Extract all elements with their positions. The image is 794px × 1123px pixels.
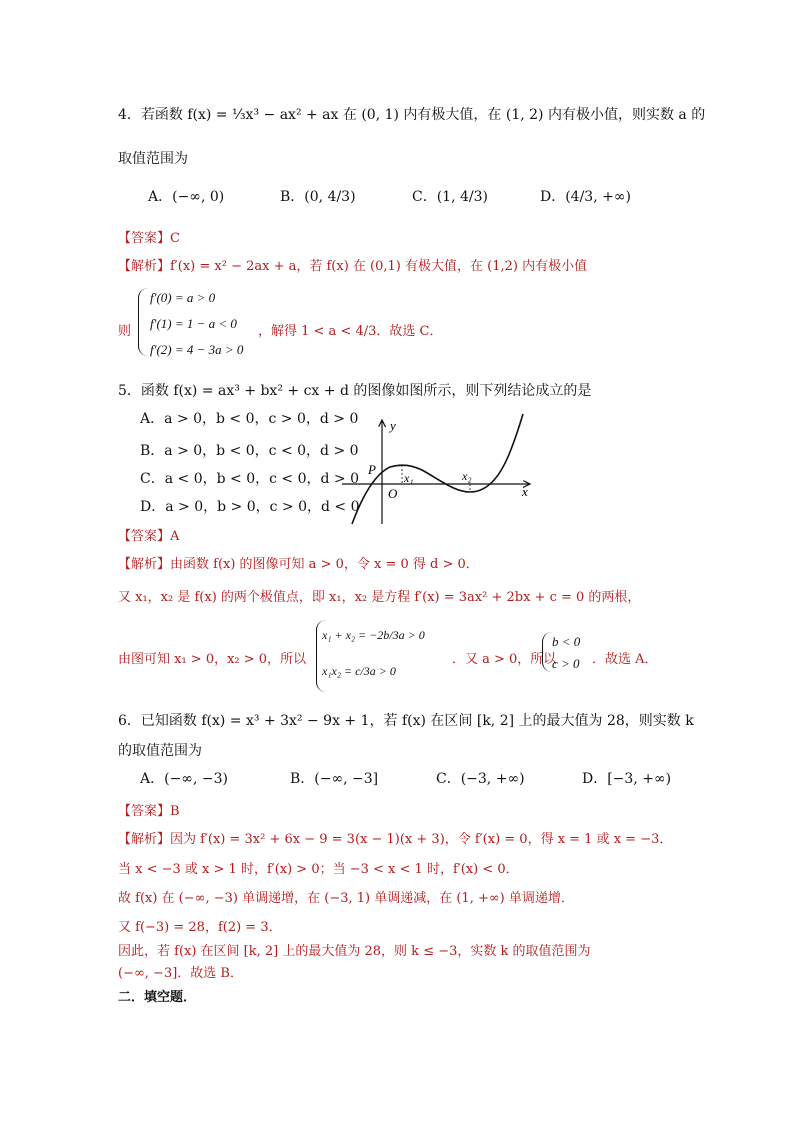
q5-label-x: x — [522, 484, 528, 499]
q5-label-x1: x₁ — [404, 471, 414, 485]
q6-analysis-line6: (−∞, −3]．故选 B． — [118, 966, 243, 981]
q5-analysis-line3-suffix: ．故选 A． — [592, 652, 658, 667]
q4-option-a: A．(−∞, 0) — [148, 189, 225, 205]
q5-option-c: C．a < 0，b < 0，c < 0，d > 0 — [140, 471, 359, 487]
q6-analysis-line2: 当 x < −3 或 x > 1 时，f′(x) > 0；当 −3 < x < 1 时，f′(x) < 0． — [118, 862, 519, 877]
q5-answer: 【答案】A — [118, 529, 180, 544]
q6-option-d: D．[−3, +∞) — [582, 771, 672, 787]
q4-system-brace — [138, 288, 149, 356]
q4-stem-line2: 取值范围为 — [118, 151, 188, 167]
q5-option-a: A．a > 0，b < 0，c > 0，d > 0 — [140, 411, 359, 427]
q5-label-o: O — [388, 486, 398, 501]
q6-stem-line1: 6．已知函数 f(x) = x³ + 3x² − 9x + 1，若 f(x) 在区间 [k, 2] 上的最大值为 28，则实数 k — [118, 713, 694, 729]
q6-option-c: C．(−3, +∞) — [436, 771, 525, 787]
q5-analysis-line2: 又 x₁，x₂ 是 f(x) 的两个极值点，即 x₁，x₂ 是方程 f′(x) = 3ax² + 2bx + c = 0 的两根， — [118, 590, 641, 605]
q5-analysis-line3-prefix: 由图可知 x₁ > 0，x₂ > 0，所以 — [118, 652, 307, 667]
q4-option-c: C．(1, 4/3) — [412, 189, 488, 205]
q5-system2-eq1: b < 0 — [552, 634, 581, 649]
q4-stem-line1: 4．若函数 f(x) = ⅓x³ − ax² + ax 在 (0, 1) 内有极大值，在 (1, 2) 内有极小值，则实数 a 的 — [118, 107, 706, 123]
q4-analysis-line1: 【解析】f′(x) = x² − 2ax + a，若 f(x) 在 (0,1) 有极大值，在 (1,2) 内有极小值 — [118, 259, 588, 274]
q5-label-x2: x₂ — [462, 469, 472, 483]
q5-analysis-line3-mid: ．又 a > 0，所以 — [452, 652, 557, 667]
q4-system-eq2: f′(1) = 1 − a < 0 — [150, 316, 237, 331]
q4-system-eq1: f′(0) = a > 0 — [150, 290, 216, 305]
q6-stem-line2: 的取值范围为 — [118, 743, 202, 759]
q6-analysis-line1: 【解析】因为 f′(x) = 3x² + 6x − 9 = 3(x − 1)(x + 3)，令 f′(x) = 0，得 x = 1 或 x = −3． — [118, 832, 673, 847]
q4-option-d: D．(4/3, +∞) — [540, 189, 631, 205]
q5-cubic-graph — [330, 412, 540, 530]
q6-option-a: A．(−∞, −3) — [140, 771, 228, 787]
q4-system-suffix: ，解得 1 < a < 4/3．故选 C． — [258, 324, 443, 339]
q5-label-p: P — [368, 462, 376, 477]
q5-option-d: D．a > 0，b > 0，c > 0，d < 0 — [140, 499, 360, 515]
q5-options-clip — [140, 408, 360, 516]
q6-analysis-line5: 因此，若 f(x) 在区间 [k, 2] 上的最大值为 28，则 k ≤ −3，实数 k 的取值范围为 — [118, 944, 591, 959]
q5-option-b: B．a > 0，b < 0，c < 0，d > 0 — [140, 443, 359, 459]
q5-curve — [352, 414, 523, 524]
q5-system1-eq1: x₁ + x₂ = −2b/3a > 0 — [322, 628, 425, 642]
q5-system1-eq2: x₁x₂ = c/3a > 0 — [322, 664, 396, 678]
q6-analysis-line3: 故 f(x) 在 (−∞, −3) 单调递增，在 (−3, 1) 单调递减，在 (1, +∞) 单调递增． — [118, 891, 574, 906]
q4-option-b: B．(0, 4/3) — [280, 189, 356, 205]
q6-analysis-line4: 又 f(−3) = 28，f(2) = 3． — [118, 920, 282, 935]
section-heading-fill-in: 二．填空题． — [118, 990, 197, 1005]
q6-answer: 【答案】B — [118, 804, 180, 819]
q5-stem: 5．函数 f(x) = ax³ + bx² + cx + d 的图像如图所示，则下列结论成立的是 — [118, 383, 592, 399]
q4-system-eq3: f′(2) = 4 − 3a > 0 — [150, 342, 244, 357]
q5-system2-eq2: c > 0 — [552, 656, 580, 671]
q5-analysis-line1: 【解析】由函数 f(x) 的图像可知 a > 0，令 x = 0 得 d > 0． — [118, 557, 479, 572]
q4-answer: 【答案】C — [118, 231, 180, 246]
q6-option-b: B．(−∞, −3] — [290, 771, 379, 787]
q5-label-y: y — [390, 418, 396, 433]
q4-system-prefix: 则 — [118, 324, 132, 339]
